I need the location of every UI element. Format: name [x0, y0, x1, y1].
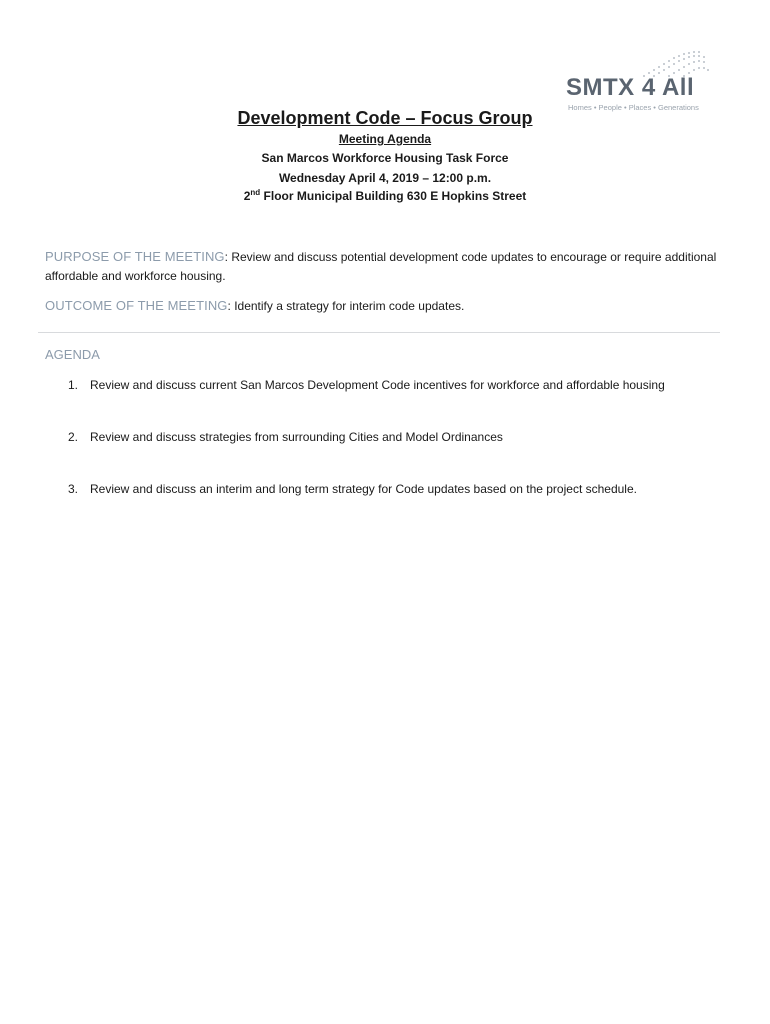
agenda-item-number: 1.	[68, 378, 79, 392]
location-rest: Floor Municipal Building 630 E Hopkins Street	[260, 189, 527, 203]
section-divider	[38, 332, 720, 333]
location-line	[0, 188, 770, 204]
document-subtitle: Meeting Agenda	[338, 132, 432, 146]
logo-title: SMTX 4 All	[566, 74, 695, 101]
location-floor: 2	[243, 189, 251, 203]
purpose-section	[45, 247, 725, 286]
agenda-item-text: Review and discuss an interim and long term strategy for Code updates based on the project schedule.	[90, 482, 637, 496]
document-title: Development Code – Focus Group	[237, 108, 533, 128]
agenda-heading: AGENDA	[45, 347, 100, 362]
purpose-text: : Review and discuss potential development code updates to encourage or require additional affordable and workforce housing.	[45, 250, 717, 283]
agenda-item-number: 3.	[68, 482, 79, 496]
smtx-logo	[566, 48, 716, 112]
agenda-item-number: 2.	[68, 430, 79, 444]
outcome-section	[45, 296, 725, 316]
purpose-label: PURPOSE OF THE MEETING	[45, 249, 225, 264]
agenda-item-text: Review and discuss strategies from surrounding Cities and Model Ordinances	[90, 430, 503, 444]
outcome-text: : Identify a strategy for interim code updates.	[227, 299, 465, 313]
date-time-line: Wednesday April 4, 2019 – 12:00 p.m.	[278, 171, 492, 185]
agenda-item-text: Review and discuss current San Marcos Development Code incentives for workforce and affordable housing	[90, 378, 665, 392]
agenda-item	[68, 429, 718, 445]
agenda-item	[68, 377, 718, 393]
location-floor-suffix: nd	[250, 188, 261, 197]
logo-tagline: Homes • People • Places • Generations	[568, 103, 699, 112]
outcome-label: OUTCOME OF THE MEETING	[45, 298, 228, 313]
agenda-item	[68, 481, 718, 497]
organization-line: San Marcos Workforce Housing Task Force	[261, 151, 509, 165]
